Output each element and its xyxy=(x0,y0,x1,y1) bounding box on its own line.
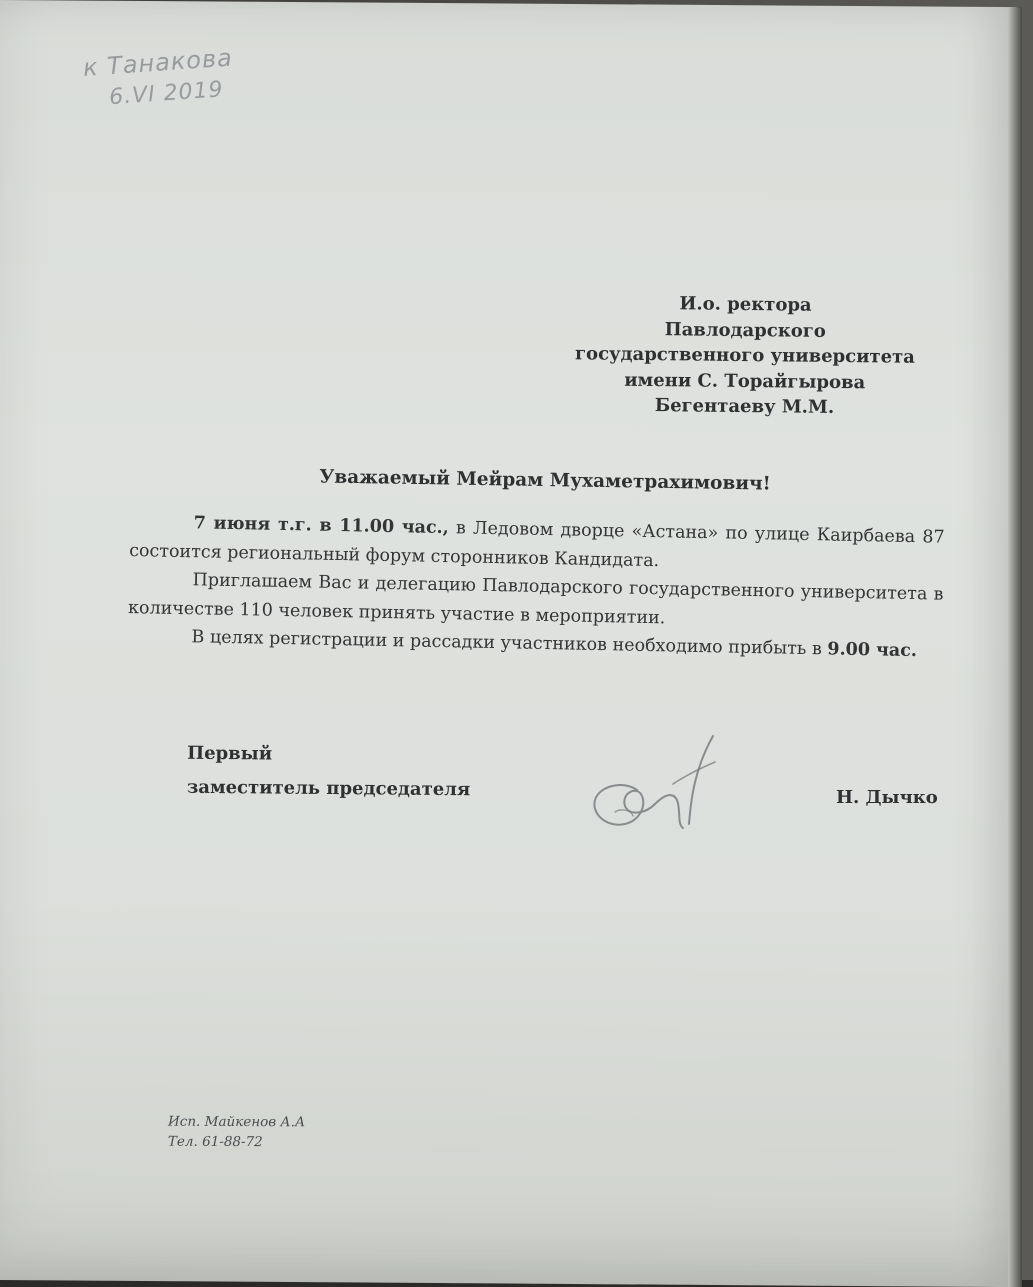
signatory-title xyxy=(187,737,471,807)
signatory-title-line2: заместитель председателя xyxy=(186,776,471,801)
handwritten-signature xyxy=(585,728,725,843)
executor-phone: Тел. 61-88-72 xyxy=(167,1133,263,1151)
footer-executor-info xyxy=(168,1112,305,1153)
addressee-line: имени С. Торайгырова xyxy=(624,369,866,393)
addressee-line: Павлодарского xyxy=(664,318,826,342)
event-datetime: 7 июня т.г. в 11.00 час., xyxy=(193,513,449,539)
event-details: в Ледовом дворце «Астана» по улице Каирбаева 87 состоится региональный форум сторонников Кандидата. xyxy=(128,518,945,571)
arrival-instruction: В целях регистрации и рассадки участников необходимо прибыть в xyxy=(191,627,828,660)
handwritten-note xyxy=(82,42,236,116)
signatory-name: Н. Дычко xyxy=(836,787,938,808)
letter-body xyxy=(127,508,945,666)
handwritten-note-line2: 6.VI 2019 xyxy=(108,77,225,111)
addressee-line: Бегентаеву М.М. xyxy=(654,395,835,418)
handwritten-note-line1: к Танакова xyxy=(82,43,234,82)
sheet-edge-shadow xyxy=(1008,7,1022,1287)
executor-name: Исп. Майкенов А.А xyxy=(168,1113,306,1131)
body-paragraph-2: Приглашаем Вас и делегацию Павлодарского государственного университета в количестве 110 человек принять участие в мероприятии. xyxy=(127,570,944,628)
arrival-time: 9.00 час. xyxy=(827,639,918,662)
addressee-line: И.о. ректора xyxy=(679,293,812,316)
greeting: Уважаемый Мейрам Мухаметрахимович! xyxy=(319,466,771,495)
addressee-line: государственного университета xyxy=(574,343,916,368)
addressee-block xyxy=(559,290,930,421)
signatory-title-line1: Первый xyxy=(187,742,273,765)
